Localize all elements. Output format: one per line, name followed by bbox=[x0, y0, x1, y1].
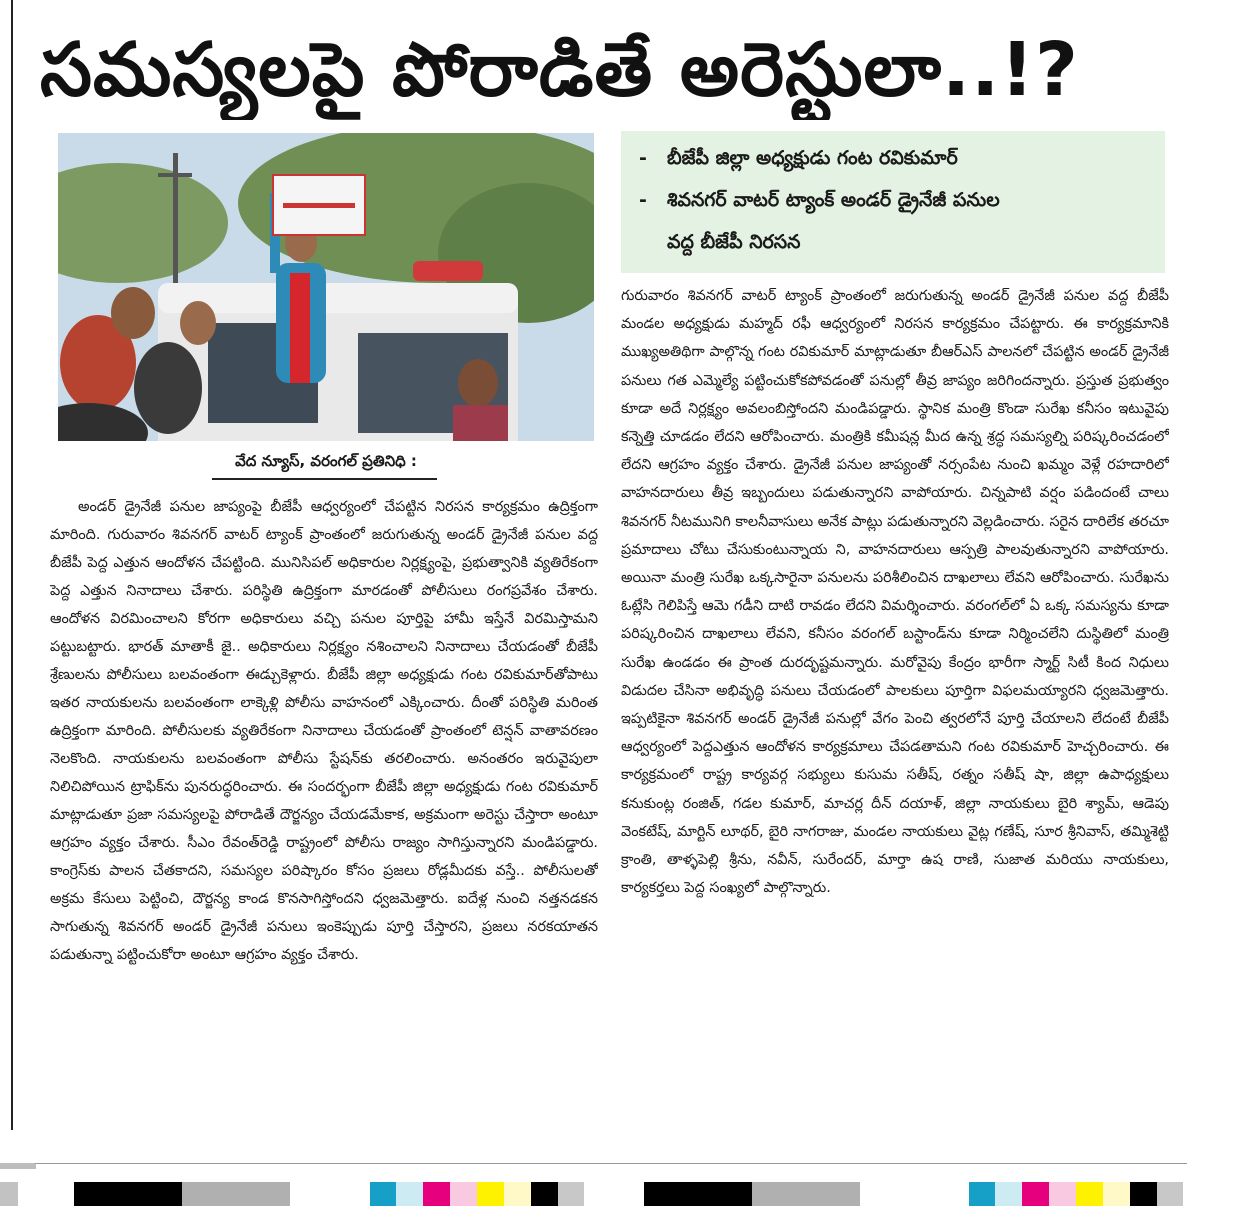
color-swatch bbox=[1022, 1182, 1049, 1206]
print-color-bar-left bbox=[0, 1182, 290, 1206]
subheadings-box bbox=[621, 131, 1165, 273]
subheading-1-text: బీజేపీ జిల్లా అధ్యక్షుడు గంట రవికుమార్ bbox=[667, 147, 958, 169]
subheading-2-text-line2: వద్ద బీజేపీ నిరసన bbox=[667, 231, 801, 253]
dash-bullet: - bbox=[639, 189, 647, 211]
dateline: వేద న్యూస్, వరంగల్ ప్రతినిధి : bbox=[235, 452, 417, 470]
left-column-rule bbox=[11, 0, 13, 1130]
subheading-2-continuation bbox=[639, 221, 1151, 263]
color-swatch bbox=[1157, 1182, 1183, 1206]
subheading-2 bbox=[639, 179, 1151, 221]
dateline-underline bbox=[212, 478, 437, 480]
color-swatch bbox=[698, 1182, 752, 1206]
color-swatch bbox=[236, 1182, 290, 1206]
subheading-2-text-line1: శివనగర్ వాటర్ ట్యాంక్ అండర్ డ్రైనేజీ పనుల bbox=[667, 189, 1000, 211]
protest-photo bbox=[58, 133, 594, 441]
color-swatch bbox=[558, 1182, 584, 1206]
color-swatch bbox=[182, 1182, 236, 1206]
bottom-shade bbox=[0, 1163, 36, 1169]
subheading-1 bbox=[639, 137, 1151, 179]
article-body-left: అండర్ డ్రైనేజీ పనుల జాప్యంపై బీజేపీ ఆధ్వర్యంలో చేపట్టిన నిరసన కార్యక్రమం ఉద్రిక్తంగా మారింది. గురువారం శివనగర్ వాటర్ ట్యాంక్ ప్రాంతంలో జరుగుతున్న అండర్ డ్రైనేజీ పనుల వద్ద బీజేపీ పెద్ద ఎత్తున ఆందోళన చేపట్టింది. మునిసిపల్ అధికారుల నిర్లక్ష్యంపై, ప్రభుత్వానికి వ్యతిరేకంగా పెద్ద ఎత్తున నినాదాలు చేశారు. పరిస్థితి ఉద్రిక్తంగా మారడంతో పోలీసులు రంగప్రవేశం చేశారు. ఆందోళన విరమించాలని కోరగా అధికారులు వచ్చి పనుల పూర్తిపై హామీ ఇస్తేనే విరమిస్తామని పట్టుబట్టారు. భారత్ మాతాకీ జై.. అధికారులు నిర్లక్ష్యం నశించాలని నినాదాలు చేయడంతో బీజేపీ శ్రేణులను పోలీసులు బలవంతంగా ఈడ్చుకెళ్లారు. బీజేపీ జిల్లా అధ్యక్షుడు గంట రవికుమార్‌తోపాటు ఇతర నాయకులను బలవంతంగా లాక్కెళ్లి పోలీసు వాహనంలో ఎక్కించారు. దీంతో పరిస్థితి మరింత ఉద్రిక్తంగా మారింది. పోలీసులకు వ్యతిరేకంగా నినాదాలు చేయడంతో ప్రాంతంలో టెన్షన్ వాతావరణం నెలకొంది. నాయకులను బలవంతంగా పోలీసు స్టేషన్‌కు తరలించారు. అనంతరం ఇరువైపులా నిలిచిపోయిన ట్రాఫిక్‌ను పునరుద్ధరించారు. ఈ సందర్భంగా బీజేపీ జిల్లా అధ్యక్షుడు గంట రవికుమార్ మాట్లాడుతూ ప్రజా సమస్యలపై పోరాడితే దౌర్జన్యం చేయడమేకాక, అక్రమంగా అరెస్టు చేస్తారా అంటూ ఆగ్రహం వ్యక్తం చేశారు. సీఎం రేవంత్‌రెడ్డి రాష్ట్రంలో పోలీసు రాజ్యం సాగిస్తున్నారని మండిపడ్డారు. కాంగ్రెస్‌కు పాలన చేతకాదని, సమస్యల పరిష్కారం కోసం ప్రజలు రోడ్లమీదకు వస్తే.. పోలీసులతో అక్రమ కేసులు పెట్టించి, దౌర్జన్య కాండ కొనసాగిస్తోందని ధ్వజమెత్తారు. ఐదేళ్ల నుంచి నత్తనడకన సాగుతున్న శివనగర్ అండర్ డ్రైనేజీ పనులు ఇంకెప్పుడు పూర్తి చేస్తారని, ప్రజలు నరకయాతన పడుతున్నా పట్టించుకోరా అంటూ ఆగ్రహం వ్యక్తం చేశారు. bbox=[50, 499, 598, 963]
print-color-bar-middle bbox=[370, 1182, 590, 1206]
color-swatch bbox=[1049, 1182, 1076, 1206]
color-swatch bbox=[1076, 1182, 1103, 1206]
color-swatch bbox=[644, 1182, 698, 1206]
protest-photo-icon bbox=[58, 133, 594, 441]
color-swatch bbox=[1103, 1182, 1130, 1206]
color-swatch bbox=[1130, 1182, 1157, 1206]
print-color-bar-right bbox=[644, 1182, 1189, 1206]
color-swatch bbox=[995, 1182, 1022, 1206]
color-swatch bbox=[806, 1182, 860, 1206]
color-swatch bbox=[531, 1182, 558, 1206]
color-swatch bbox=[423, 1182, 450, 1206]
color-swatch bbox=[0, 1182, 18, 1206]
color-swatch bbox=[477, 1182, 504, 1206]
color-swatch bbox=[450, 1182, 477, 1206]
color-swatch bbox=[860, 1182, 914, 1206]
dash-bullet: - bbox=[639, 147, 647, 169]
color-swatch bbox=[370, 1182, 396, 1206]
color-swatch bbox=[752, 1182, 806, 1206]
article-body-right: గురువారం శివనగర్ వాటర్ ట్యాంక్ ప్రాంతంలో జరుగుతున్న అండర్ డ్రైనేజీ పనుల వద్ద బీజేపీ మండల అధ్యక్షుడు మహ్మద్ రఫీ ఆధ్వర్యంలో నిరసన కార్యక్రమం చేపట్టారు. ఈ కార్యక్రమానికి ముఖ్యఅతిథిగా పాల్గొన్న గంట రవికుమార్ మాట్లాడుతూ బీఆర్ఎస్ పాలనలో చేపట్టిన అండర్ డ్రైనేజీ పనులు గత ఎమ్మెల్యే పట్టించుకోకపోవడంతో పనుల్లో తీవ్ర జాప్యం జరిగిందన్నారు. ప్రస్తుత ప్రభుత్వం కూడా అదే నిర్లక్ష్యం అవలంబిస్తోందని మండిపడ్డారు. స్థానిక మంత్రి కొండా సురేఖ కనీసం ఇటువైపు కన్నెత్తి చూడడం లేదని ఆరోపించారు. మంత్రికి కమీషన్ల మీద ఉన్న శ్రద్ధ సమస్యల్ని పరిష్కరించడంలో లేదని ఆగ్రహం వ్యక్తం చేశారు. డ్రైనేజీ పనుల జాప్యంతో నర్సంపేట నుంచి ఖమ్మం వెళ్లే రహదారిలో వాహనదారులు తీవ్ర ఇబ్బందులు పడుతున్నారని వాపోయారు. చిన్నపాటి వర్షం పడిందంటే చాలు శివనగర్ నీటమునిగి కాలనీవాసులు అనేక పాట్లు పడుతున్నారని వెల్లడించారు. సరైన దారిలేక తరచూ ప్రమాదాలు చోటు చేసుకుంటున్నాయ ని, వాహనదారులు ఆస్పత్రి పాలవుతున్నారని వాపోయారు. అయినా మంత్రి సురేఖ ఒక్కసారైనా పనులను పరిశీలించిన దాఖలాలు లేవని ఆరోపించారు. సురేఖను ఓట్లేసి గెలిపిస్తే ఆమె గడీని దాటి రావడం లేదని విమర్శించారు. వరంగల్‌లో ఏ ఒక్క సమస్యను కూడా పరిష్కరించిన దాఖలాలు లేవని, కనీసం వరంగల్ బస్టాండ్‌ను కూడా నిర్మించలేని దుస్థితిలో మంత్రి సురేఖ ఉండడం ఈ ప్రాంత దురదృష్టమన్నారు. మరోవైపు కేంద్రం భారీగా స్మార్ట్ సిటీ కింద నిధులు విడుదల చేసినా అభివృద్ధి పనులు చేయడంలో పాలకులు పూర్తిగా విఫలమయ్యారని ధ్వజమెత్తారు. ఇప్పటికైనా శివనగర్ అండర్ డ్రైనేజీ పనుల్లో వేగం పెంచి త్వరలోనే పూర్తి చేయాలని లేదంటే బీజేపీ ఆధ్వర్యంలో పెద్దఎత్తున ఆందోళన కార్యక్రమాలు చేపడతామని గంట రవికుమార్ హెచ్చరించారు. ఈ కార్యక్రమంలో రాష్ట్ర కార్యవర్గ సభ్యులు కుసుమ సతీష్, రత్నం సతీష్ షా, జిల్లా ఉపాధ్యక్షులు కనుకుంట్ల రంజిత్, గడల కుమార్, మాచర్ల దీన్ దయాళ్, జిల్లా నాయకులు బైరి శ్యామ్, ఆడెపు వెంకటేష్, మార్టిన్ లూథర్, బైరి నాగరాజు, మండల నాయకులు వైట్ల గణేష్, సూర శ్రీనివాస్, తమ్మిశెట్టి క్రాంతి, తాళ్ళపెల్లి శ్రీను, నవీన్, సురేందర్, మార్తా ఉష రాణి, సుజాత మరియు నాయకులు, కార్యకర్తలు పెద్ద సంఖ్యలో పాల్గొన్నారు. bbox=[621, 288, 1169, 897]
color-swatch bbox=[396, 1182, 423, 1206]
color-swatch bbox=[914, 1182, 969, 1206]
color-swatch bbox=[128, 1182, 182, 1206]
bottom-rule bbox=[35, 1163, 1187, 1164]
color-swatch bbox=[969, 1182, 995, 1206]
color-swatch bbox=[74, 1182, 128, 1206]
headline: సమస్యలపై పోరాడితే అరెస్టులా..!? bbox=[40, 27, 1079, 113]
color-swatch bbox=[504, 1182, 531, 1206]
color-swatch bbox=[18, 1182, 74, 1206]
